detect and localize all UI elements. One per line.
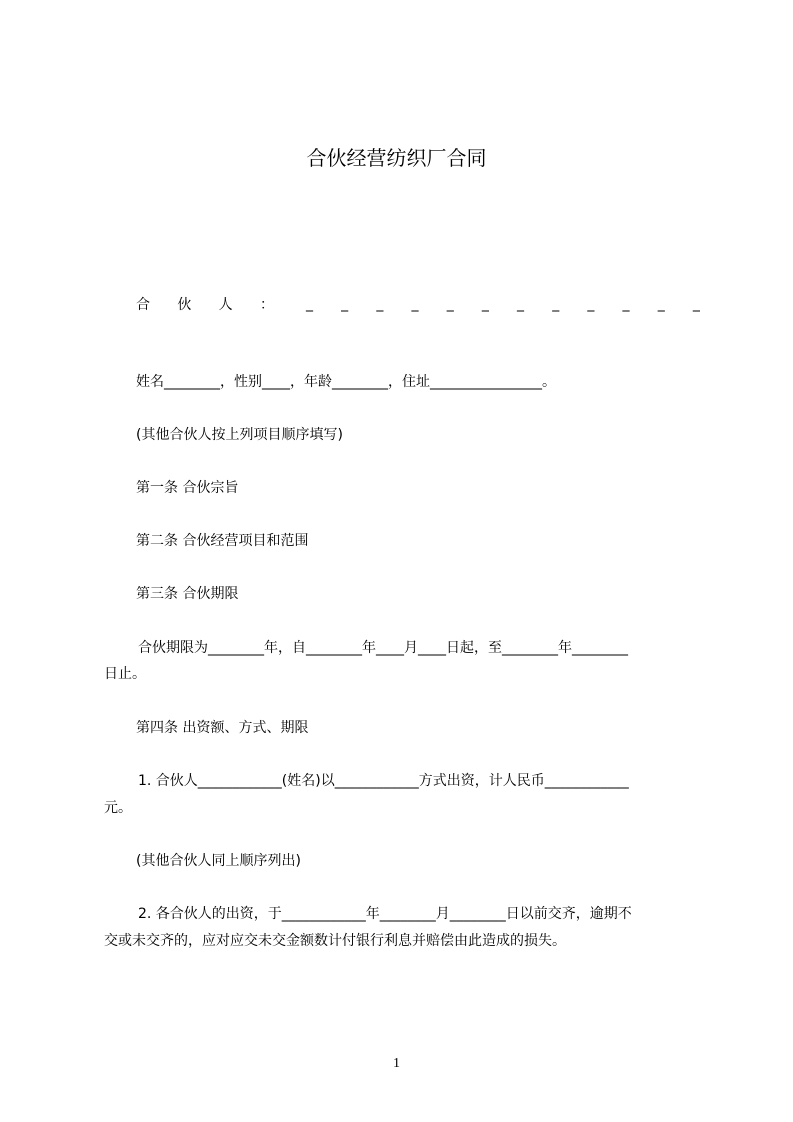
other-partners-note: (其他合伙人按上列项目顺序填写) [136, 427, 343, 443]
page-number: 1 [393, 1056, 400, 1071]
contribution-1-line-1: 1. 合伙人____________(姓名)以____________方式出资，计人民币____________ [138, 773, 629, 789]
term-line-1: 合伙期限为________年，自________年____月____日起，至________年________ [138, 640, 628, 656]
article-3-heading: 第三条 合伙期限 [136, 586, 239, 602]
partner-label: 合 伙 人 ： [136, 297, 274, 313]
contribution-2-line-1: 2. 各合伙人的出资，于____________年________月________日以前交齐，逾期不 [138, 906, 632, 922]
other-partners-note-2: (其他合伙人同上顺序列出) [136, 853, 301, 869]
article-4-heading: 第四条 出资额、方式、期限 [136, 720, 309, 736]
personal-info-line: 姓名________，性别____，年龄________，住址________________。 [136, 374, 556, 390]
article-1-heading: 第一条 合伙宗旨 [136, 480, 239, 496]
partner-field-row [136, 292, 700, 314]
term-line-2: 日止。 [104, 666, 146, 682]
article-2-heading: 第二条 合伙经营项目和范围 [136, 533, 309, 549]
partner-blank: _ _ _ _ _ _ _ _ _ _ _ _ [306, 296, 700, 312]
contribution-2-line-2: 交或未交齐的，应对应交未交金额数计付银行利息并赔偿由此造成的损失。 [104, 933, 566, 949]
document-title: 合伙经营纺织厂合同 [306, 146, 487, 170]
contribution-1-line-2: 元。 [104, 800, 132, 816]
